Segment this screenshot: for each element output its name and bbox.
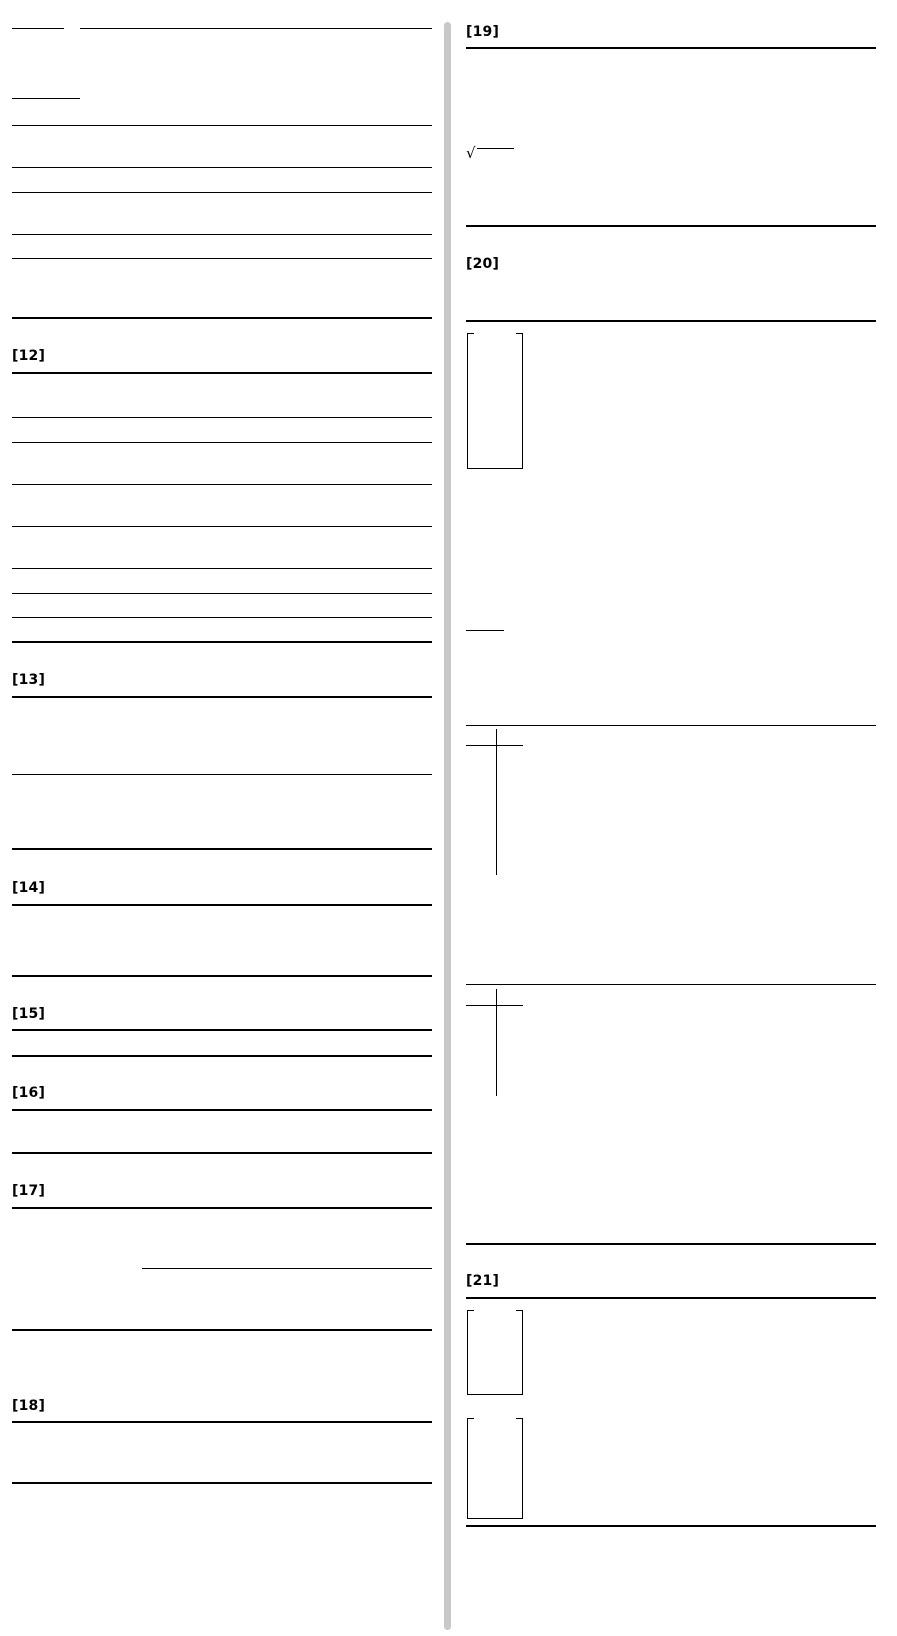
- section-label-16: [16]: [12, 1085, 46, 1101]
- rule-line: [12, 234, 432, 235]
- rule-line: [80, 28, 432, 29]
- section-rule: [12, 1109, 432, 1111]
- section-rule: [12, 1421, 432, 1423]
- section-rule: [12, 1482, 432, 1484]
- bracket-base: [468, 468, 522, 469]
- t-chart-stem: [496, 989, 497, 1096]
- bracket-box: [467, 1310, 523, 1395]
- section-label-13: [13]: [12, 672, 46, 688]
- section-rule: [12, 372, 432, 374]
- rule-line: [466, 630, 504, 631]
- section-rule: [12, 1329, 432, 1331]
- bracket-base: [468, 1394, 522, 1395]
- section-label-17: [17]: [12, 1183, 46, 1199]
- rule-line: [12, 258, 432, 259]
- t-chart-bar: [466, 745, 523, 746]
- section-rule: [466, 320, 876, 322]
- section-label-12: [12]: [12, 348, 46, 364]
- section-label-19: [19]: [466, 24, 500, 40]
- section-rule: [466, 225, 876, 227]
- rule-line: [12, 442, 432, 443]
- t-chart-stem: [496, 729, 497, 875]
- section-rule: [12, 1029, 432, 1031]
- bracket-tick: [516, 333, 522, 334]
- rule-line: [12, 484, 432, 485]
- rule-line: [12, 167, 432, 168]
- section-rule: [12, 317, 432, 319]
- bracket-tick: [468, 1418, 474, 1419]
- rule-line: [12, 526, 432, 527]
- radical-bar: [477, 148, 514, 149]
- section-rule: [12, 1152, 432, 1154]
- column-divider: [444, 22, 451, 1630]
- section-rule: [12, 696, 432, 698]
- section-rule: [466, 1525, 876, 1527]
- section-rule: [12, 848, 432, 850]
- section-rule: [466, 1243, 876, 1245]
- section-label-15: [15]: [12, 1006, 46, 1022]
- sqrt-symbol: √: [466, 144, 476, 162]
- bracket-tick: [468, 1310, 474, 1311]
- rule-line: [12, 417, 432, 418]
- t-chart-bar: [466, 1005, 523, 1006]
- section-rule: [466, 1297, 876, 1299]
- section-rule: [12, 904, 432, 906]
- bracket-box: [467, 1418, 523, 1519]
- section-rule: [12, 641, 432, 643]
- rule-line: [12, 568, 432, 569]
- rule-line: [12, 774, 432, 775]
- section-label-20: [20]: [466, 256, 500, 272]
- rule-line: [466, 725, 876, 726]
- bracket-tick: [516, 1310, 522, 1311]
- rule-line: [12, 192, 432, 193]
- bracket-tick: [468, 333, 474, 334]
- section-rule: [12, 1207, 432, 1209]
- rule-line: [142, 1268, 432, 1269]
- section-label-21: [21]: [466, 1273, 500, 1289]
- rule-line: [466, 984, 876, 985]
- rule-line: [12, 125, 432, 126]
- section-rule: [466, 47, 876, 49]
- section-rule: [12, 975, 432, 977]
- section-label-18: [18]: [12, 1398, 46, 1414]
- rule-line: [12, 98, 80, 99]
- bracket-base: [468, 1518, 522, 1519]
- section-label-14: [14]: [12, 880, 46, 896]
- bracket-box: [467, 333, 523, 469]
- rule-line: [12, 593, 432, 594]
- rule-line: [12, 28, 64, 29]
- section-rule: [12, 1055, 432, 1057]
- bracket-tick: [516, 1418, 522, 1419]
- rule-line: [12, 617, 432, 618]
